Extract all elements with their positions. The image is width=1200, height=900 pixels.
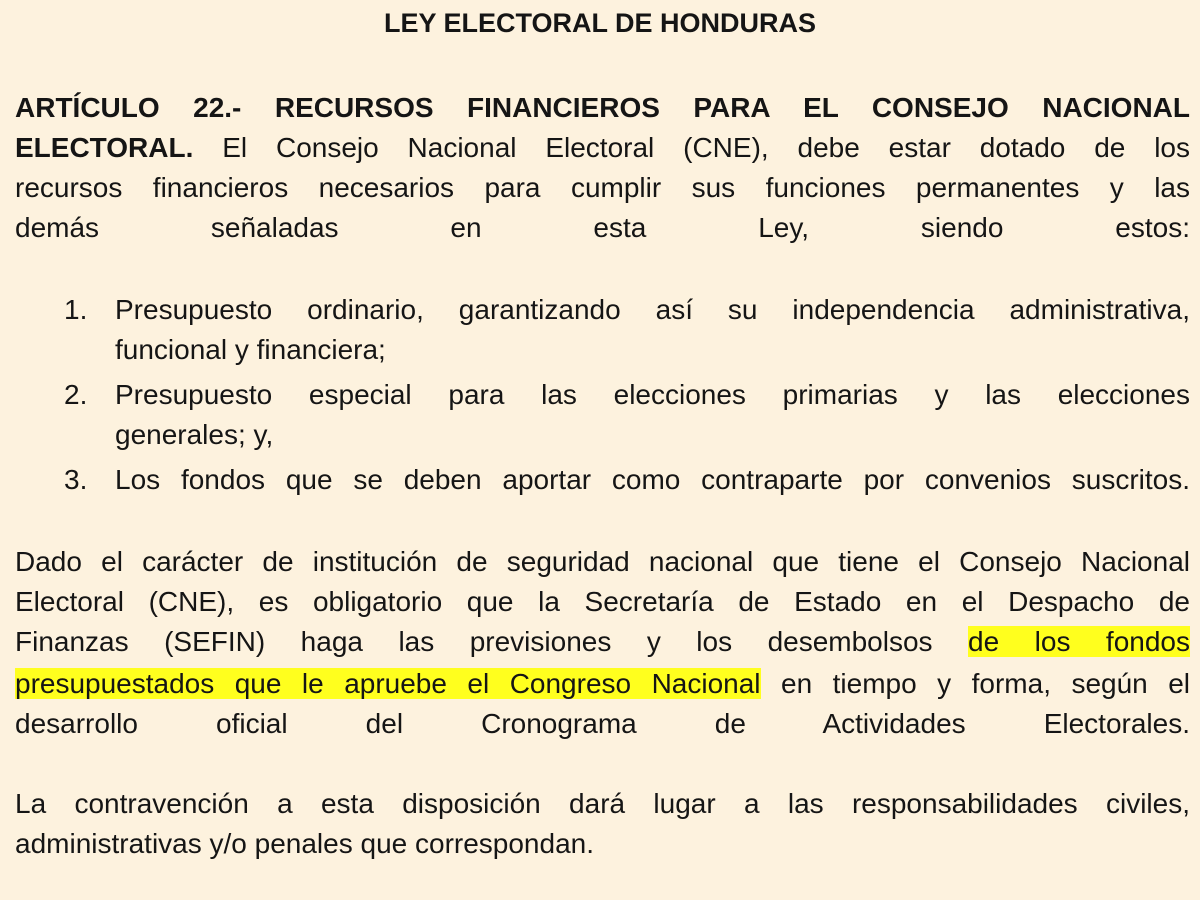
- list-item: Presupuesto ordinario, garantizando así su independencia administrativa,: [115, 294, 1190, 325]
- article-line: demás señaladas en esta Ley, siendo estos:: [15, 212, 1190, 243]
- article-line: [15, 128, 1190, 168]
- list-item-cont: funcional y financiera;: [115, 334, 386, 365]
- paragraph-line: Electoral (CNE), es obligatorio que la Secretaría de Estado en el Despacho de: [15, 586, 1190, 617]
- list-item-cont: generales; y,: [115, 419, 274, 450]
- article-heading-end: ELECTORAL.: [15, 132, 194, 163]
- article-line: recursos financieros necesarios para cumplir sus funciones permanentes y las: [15, 172, 1190, 203]
- article-text: El Consejo Nacional Electoral (CNE), debe estar dotado de los: [193, 132, 1190, 163]
- paragraph-line: administrativas y/o penales que correspondan.: [15, 828, 595, 859]
- paragraph-text: Finanzas (SEFIN) haga las previsiones y los desembolsos: [15, 626, 969, 657]
- paragraph-line: [15, 664, 1190, 704]
- list-number: 3.: [64, 464, 88, 495]
- paragraph-line: [15, 622, 1190, 662]
- paragraph-line: desarrollo oficial del Cronograma de Actividades Electorales.: [15, 708, 1190, 739]
- paragraph-line: La contravención a esta disposición dará lugar a las responsabilidades civiles,: [15, 788, 1190, 819]
- paragraph-line: Dado el carácter de institución de seguridad nacional que tiene el Consejo Nacional: [15, 546, 1190, 577]
- list-item: Los fondos que se deben aportar como contraparte por convenios suscritos.: [115, 464, 1190, 495]
- paragraph-text: en tiempo y forma, según el: [760, 668, 1190, 699]
- article-heading-text: ARTÍCULO 22.- RECURSOS FINANCIEROS PARA EL CONSEJO NACIONAL: [15, 92, 1190, 123]
- highlighted-text: de los fondos: [968, 626, 1190, 657]
- list-number: 2.: [64, 379, 88, 410]
- list-number: 1.: [64, 294, 88, 325]
- list-item: Presupuesto especial para las elecciones primarias y las elecciones: [115, 379, 1190, 410]
- highlighted-text: presupuestados que le apruebe el Congreso Nacional: [15, 668, 761, 699]
- article-heading: [15, 88, 1190, 128]
- document-title: LEY ELECTORAL DE HONDURAS: [383, 8, 817, 38]
